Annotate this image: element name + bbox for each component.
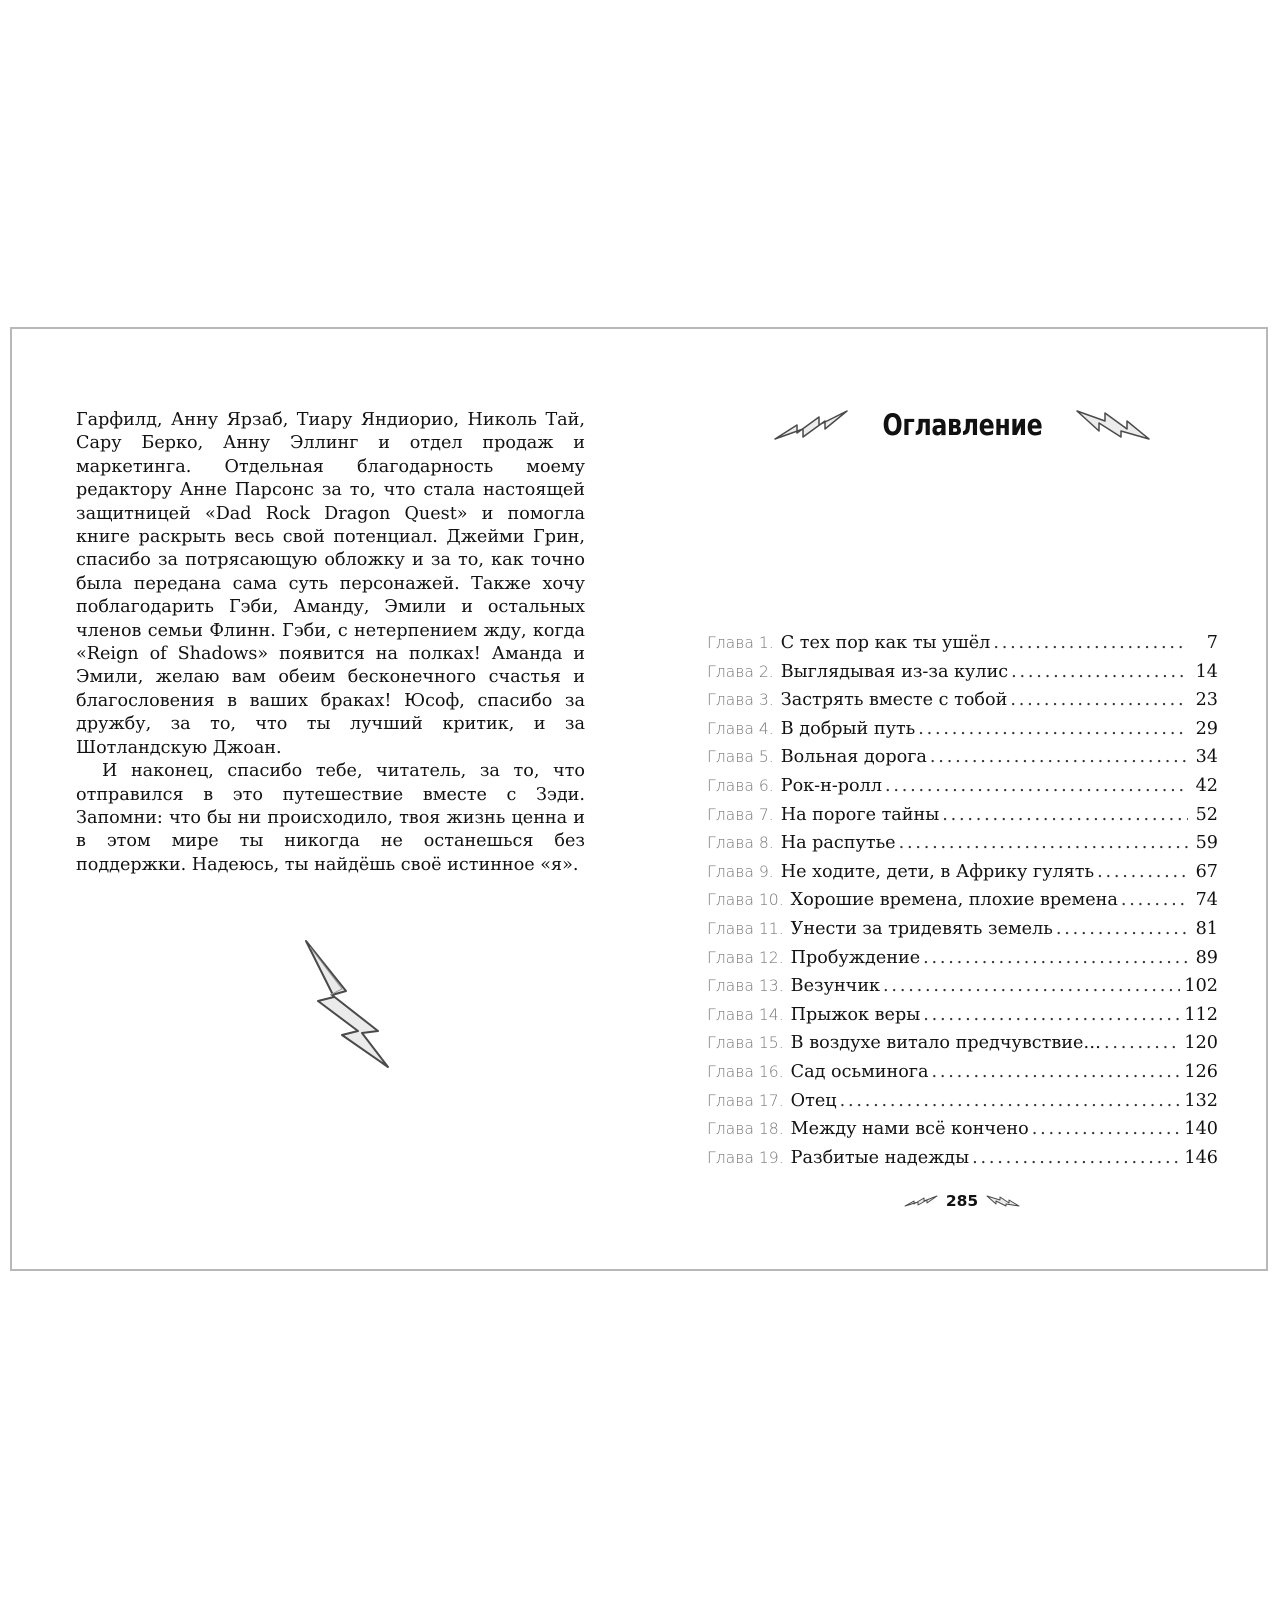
zigzag-ornament-left-icon [773, 407, 849, 443]
chapter-title: Хорошие времена, плохие времена [790, 890, 1118, 911]
dot-leader [1121, 890, 1188, 910]
acknowledgements-paragraph-2: И наконец, спасибо тебе, читатель, за то, что отправился в это путешествие вместе с Зэди. Запомни: что бы ни происходило, твоя жизнь ценна и в этом мире ты никогда не останешься без поддержки. Надеюсь, ты найдёшь своё истинное «я». [76, 761, 585, 875]
chapter-title: С тех пор как ты ушёл [780, 633, 991, 653]
chapter-page-number: 102 [1184, 976, 1218, 997]
chapter-page-number: 146 [1184, 1147, 1218, 1168]
chapter-title: На распутье [780, 833, 896, 854]
chapter-label: Глава 15. [707, 1034, 784, 1053]
dot-leader [923, 948, 1188, 968]
chapter-title: Не ходите, дети, в Африку гулять [780, 861, 1095, 882]
chapter-label: Глава 6. [707, 776, 774, 795]
toc-row [707, 948, 1218, 977]
dot-leader [923, 1005, 1180, 1025]
chapter-page-number: 112 [1184, 1004, 1218, 1025]
page-number: 285 [945, 1192, 979, 1210]
toc-row [707, 662, 1218, 691]
chapter-label: Глава 9. [707, 862, 774, 881]
chapter-page-number: 140 [1184, 1119, 1218, 1140]
dot-leader [993, 633, 1188, 653]
chapter-page-number: 126 [1184, 1061, 1218, 1082]
toc-row [707, 890, 1218, 919]
table-of-contents [707, 633, 1218, 1176]
chapter-page-number: 52 [1195, 804, 1218, 825]
chapter-page-number: 7 [1206, 633, 1218, 653]
chapter-label: Глава 11. [707, 919, 784, 938]
dot-leader [1010, 690, 1188, 710]
chapter-page-number: 29 [1195, 718, 1218, 739]
dot-leader [972, 1148, 1180, 1168]
chapter-label: Глава 1. [707, 634, 774, 652]
chapter-title: Рок-н-ролл [780, 775, 882, 796]
dot-leader [1097, 862, 1188, 882]
toc-heading [772, 397, 1152, 453]
toc-row [707, 1148, 1218, 1177]
chapter-title: Прыжок веры [790, 1004, 921, 1025]
toc-row [707, 633, 1218, 662]
chapter-label: Глава 12. [707, 948, 784, 967]
dot-leader [1032, 1119, 1181, 1139]
zigzag-ornament-small-left-icon [904, 1194, 938, 1208]
zigzag-ornament-small-right-icon [986, 1194, 1020, 1208]
toc-row [707, 1119, 1218, 1148]
chapter-title: Сад осьминога [790, 1061, 929, 1082]
chapter-label: Глава 19. [707, 1148, 784, 1167]
chapter-label: Глава 17. [707, 1091, 784, 1110]
chapter-page-number: 34 [1195, 747, 1218, 768]
chapter-label: Глава 7. [707, 805, 774, 824]
toc-row [707, 805, 1218, 834]
toc-row [707, 747, 1218, 776]
toc-row [707, 1033, 1218, 1062]
chapter-title: Вольная дорога [780, 747, 927, 768]
chapter-title: Пробуждение [790, 947, 921, 968]
toc-row [707, 690, 1218, 719]
dot-leader [899, 833, 1188, 853]
toc-row [707, 919, 1218, 948]
chapter-title: В воздухе витало предчувствие… [790, 1033, 1101, 1054]
chapter-title: Выглядывая из-за кулис [780, 661, 1009, 682]
chapter-label: Глава 4. [707, 719, 774, 738]
lightning-bolt-icon [298, 937, 394, 1071]
chapter-page-number: 132 [1184, 1090, 1218, 1111]
toc-row [707, 1091, 1218, 1120]
book-spread [10, 327, 1268, 1271]
dot-leader [930, 747, 1188, 767]
chapter-page-number: 42 [1195, 775, 1218, 796]
chapter-label: Глава 13. [707, 977, 784, 996]
chapter-label: Глава 8. [707, 834, 774, 853]
dot-leader [1104, 1033, 1180, 1053]
chapter-title: Разбитые надежды [790, 1147, 970, 1168]
chapter-title: Застрять вместе с тобой [780, 690, 1008, 711]
toc-row [707, 1005, 1218, 1034]
chapter-label: Глава 14. [707, 1005, 784, 1024]
toc-row [707, 976, 1218, 1005]
dot-leader [918, 719, 1188, 739]
chapter-label: Глава 3. [707, 691, 774, 710]
page-number-footer [897, 1189, 1027, 1213]
chapter-page-number: 59 [1195, 833, 1218, 854]
dot-leader [883, 976, 1180, 996]
chapter-page-number: 89 [1195, 947, 1218, 968]
dot-leader [932, 1062, 1181, 1082]
chapter-title: Везунчик [790, 976, 881, 997]
dot-leader [840, 1091, 1181, 1111]
chapter-title: Между нами всё кончено [790, 1119, 1029, 1140]
chapter-title: Отец [790, 1090, 837, 1111]
chapter-label: Глава 2. [707, 662, 774, 681]
zigzag-ornament-right-icon [1075, 407, 1151, 443]
chapter-page-number: 23 [1195, 690, 1218, 711]
chapter-label: Глава 5. [707, 748, 774, 767]
toc-row [707, 862, 1218, 891]
chapter-page-number: 67 [1195, 861, 1218, 882]
chapter-page-number: 74 [1195, 890, 1218, 911]
toc-row [707, 1062, 1218, 1091]
chapter-label: Глава 18. [707, 1120, 784, 1139]
chapter-label: Глава 10. [707, 891, 784, 910]
dot-leader [885, 776, 1188, 796]
toc-row [707, 719, 1218, 748]
toc-row [707, 776, 1218, 805]
chapter-title: В добрый путь [780, 718, 916, 739]
chapter-page-number: 14 [1195, 661, 1218, 682]
chapter-title: Унести за тридевять земель [790, 918, 1053, 939]
toc-title: Оглавление [882, 408, 1042, 442]
chapter-label: Глава 16. [707, 1062, 784, 1081]
left-page-text [76, 409, 585, 877]
chapter-title: На пороге тайны [780, 804, 940, 825]
dot-leader [942, 805, 1188, 825]
toc-row [707, 833, 1218, 862]
chapter-page-number: 120 [1184, 1033, 1218, 1054]
acknowledgements-paragraph-1: Гарфилд, Анну Ярзаб, Тиару Яндиорио, Николь Тай, Сару Берко, Анну Эллинг и отдел продаж и маркетинга. Отдельная благодарность моему редактору Анне Парсонс за то, что стала настоящей защитницей «Dad Rock Dragon Quest» и помогла книге раскрыть весь свой потенциал. Джейми Грин, спасибо за потрясающую обложку и за то, как точно была передана сама суть персонажей. Также хочу поблагодарить Гэби, Аманду, Эмили и остальных членов семьи Флинн. Гэби, с нетерпением жду, когда «Reign of Shadows» появится на полках! Аманда и Эмили, желаю вам обеим бесконечного счастья и благословения в ваших браках! Юсоф, спасибо за дружбу, за то, что ты лучший критик, и за Шотландскую Джоан. [76, 410, 585, 758]
dot-leader [1011, 662, 1188, 682]
dot-leader [1056, 919, 1188, 939]
chapter-page-number: 81 [1195, 918, 1218, 939]
